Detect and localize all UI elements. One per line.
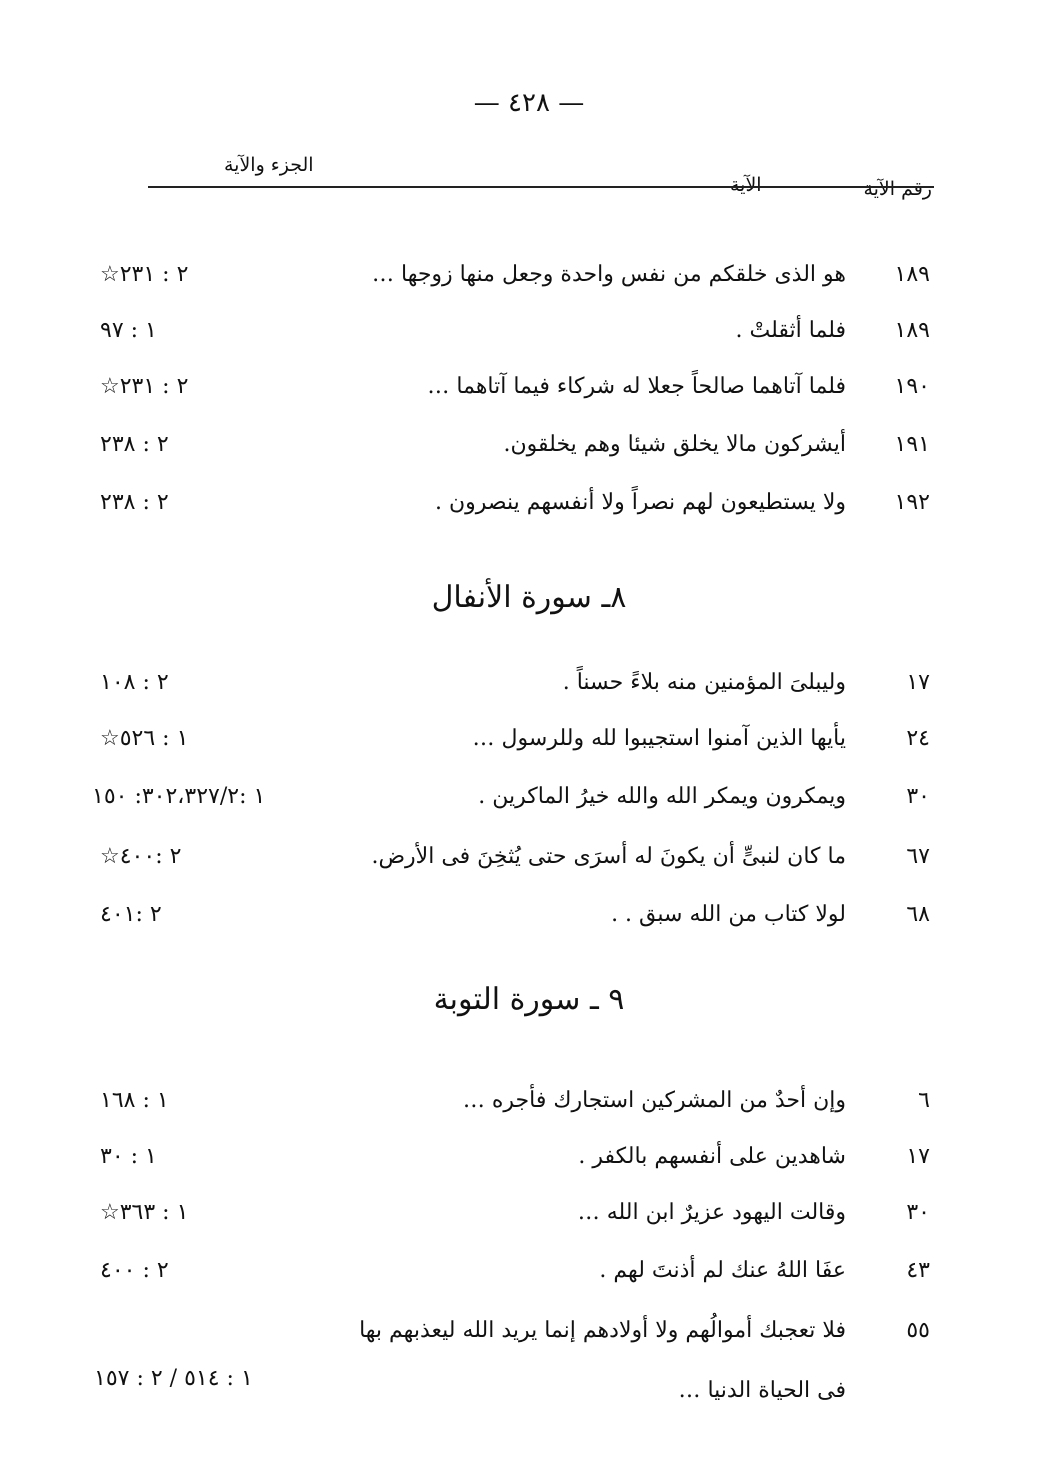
verse-number: ٦٨: [906, 902, 930, 927]
header-rule: [148, 186, 934, 188]
verse-text: وليبلىَ المؤمنين منه بلاءً حسناً .: [562, 670, 846, 695]
verse-reference: ٢ : ٢٣٨: [100, 490, 169, 515]
verse-number: ٦٧: [906, 844, 930, 869]
verse-number: ٤٣: [906, 1258, 930, 1283]
verse-row: [0, 1144, 1058, 1188]
verse-row: [0, 490, 1058, 534]
verse-number: ١٩١: [894, 432, 930, 457]
verse-text: ويمكرون ويمكر الله والله خيرُ الماكرين .: [478, 784, 846, 809]
verse-text: أيشركون مالا يخلق شيئا وهم يخلقون.: [503, 432, 846, 457]
verse-row: [0, 432, 1058, 476]
verse-text: شاهدين على أنفسهم بالكفر .: [578, 1144, 846, 1169]
verse-row: [0, 374, 1058, 418]
verse-row: [0, 844, 1058, 888]
verse-text: فلا تعجبك أموالُهم ولا أولادهم إنما يريد الله ليعذبهم بها: [359, 1318, 846, 1343]
verse-text: يأيها الذين آمنوا استجيبوا لله وللرسول …: [472, 726, 846, 751]
verse-row: [0, 726, 1058, 770]
verse-number: ٥٥: [906, 1318, 930, 1343]
verse-reference: ١ :٣٠٢،٣٢٧/٢: ١٥٠: [92, 784, 266, 809]
header-text-label: الآية: [730, 174, 762, 196]
verse-number: ١٩٠: [894, 374, 930, 399]
verse-text: هو الذى خلقكم من نفس واحدة وجعل منها زوجها …: [372, 262, 846, 287]
surah-title: ٩ ـ سورة التوبة: [433, 982, 625, 1017]
verse-text: لولا كتاب من الله سبق . .: [611, 902, 846, 927]
verse-row: [0, 902, 1058, 946]
verse-number: ١٧: [906, 670, 930, 695]
surah-title: ٨ـ سورة الأنفال: [431, 580, 627, 615]
verse-reference: ١ : ١٦٨: [100, 1088, 169, 1113]
verse-reference: ١ : ٣٦٣☆: [100, 1200, 189, 1225]
verse-text: فلما آتاهما صالحاً جعلا له شركاء فيما آتاهما …: [427, 374, 846, 399]
verse-text: ولا يستطيعون لهم نصراً ولا أنفسهم ينصرون .: [435, 490, 846, 515]
verse-reference: ٢ : ٢٣٨: [100, 432, 169, 457]
verse-reference: ١ : ٩٧: [100, 318, 157, 343]
verse-number: ٣٠: [906, 1200, 930, 1225]
verse-reference: ٢ :٤٠١: [100, 902, 162, 927]
verse-number: ١٩٢: [894, 490, 930, 515]
verse-number: ٦: [918, 1088, 930, 1113]
verse-row: [0, 784, 1058, 828]
verse-reference: ٢ :٤٠٠☆: [100, 844, 182, 869]
verse-reference: ١ : ٣٠: [100, 1144, 157, 1169]
verse-reference: ٢ : ٤٠٠: [100, 1258, 169, 1283]
verse-number: ١٨٩: [894, 318, 930, 343]
verse-row: [0, 1258, 1058, 1302]
verse-row: [0, 1366, 1058, 1410]
header-num-label: رقم الآية: [863, 178, 932, 200]
verse-text: عفَا اللهُ عنك لم أذنتَ لهم .: [599, 1258, 846, 1283]
verse-text: ما كان لنبىٍّ أن يكونَ له أسرَى حتى يُثخِنَ فى الأرض.: [371, 844, 846, 869]
table-header: [148, 150, 934, 212]
verse-number: ١٨٩: [894, 262, 930, 287]
verse-reference: ١ : ٥٢٦☆: [100, 726, 189, 751]
header-ref-label: الجزء والآية: [224, 154, 314, 176]
verse-row: [0, 1200, 1058, 1244]
verse-number: ٣٠: [906, 784, 930, 809]
verse-row: [0, 262, 1058, 306]
verse-text: وقالت اليهود عزيرٌ ابن الله …: [577, 1200, 846, 1225]
verse-reference: ٢ : ١٠٨: [100, 670, 169, 695]
verse-reference: ٢ : ٢٣١☆: [100, 262, 189, 287]
verse-number: ٢٤: [906, 726, 930, 751]
verse-row: [0, 670, 1058, 714]
verse-row: [0, 1088, 1058, 1132]
verse-text: فى الحياة الدنيا …: [678, 1378, 846, 1403]
verse-text: فلما أثقلتْ .: [735, 318, 846, 343]
verse-row: [0, 318, 1058, 362]
verse-reference: ١ : ٥١٤ / ٢ : ١٥٧: [94, 1366, 253, 1391]
verse-row: [0, 1318, 1058, 1362]
verse-text: وإن أحدٌ من المشركين استجارك فأجره …: [462, 1088, 846, 1113]
page-number: — ٤٢٨ —: [473, 88, 585, 118]
verse-number: ١٧: [906, 1144, 930, 1169]
verse-reference: ٢ : ٢٣١☆: [100, 374, 189, 399]
